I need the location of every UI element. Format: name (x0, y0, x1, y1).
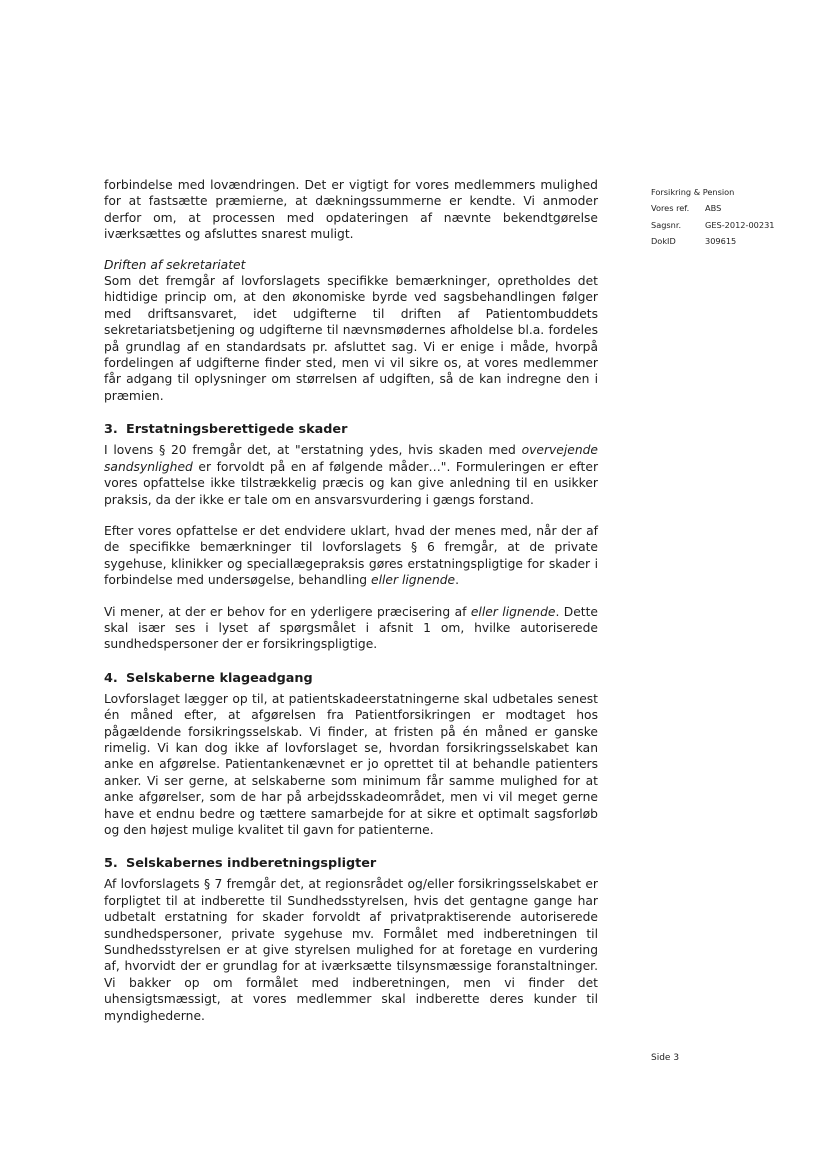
text-run: Vi mener, at der er behov for en yderligere præcisering af (104, 604, 471, 619)
section-title: Erstatningsberettigede skader (126, 422, 348, 438)
section-3-paragraph-2 (104, 523, 598, 589)
sekretariat-paragraph: Som det fremgår af lovforslagets specifikke bemærkninger, opretholdes det hidtidige princip om, at den økonomiske byrde ved sagsbehandlingen følger med driftsansvaret, idet udgifterne til driften af Patientombuddets sekretariatsbetjening og udgifterne til nævnsmødernes afholdelse bl.a. fordeles på grundlag af en standardsats pr. afsluttet sag. Vi er enige i måde, hvorpå fordelingen af udgifterne finder sted, men vi vil sikre os, at vores medlemmer får adgang til oplysninger om størrelsen af udgiften, så de kan indregne den i præmien. (104, 274, 598, 403)
meta-label: Sagsnr. (651, 219, 682, 230)
meta-row-docid (651, 233, 801, 249)
subheading-sekretariat: Driften af sekretariatet (104, 257, 246, 272)
section-5-heading (104, 856, 598, 872)
meta-value: ABS (705, 203, 722, 214)
text-run: I lovens § 20 fremgår det, at "erstatning ydes, hvis skaden med (104, 443, 522, 458)
emphasis: eller lignende (470, 604, 556, 619)
meta-value: 309615 (705, 236, 737, 247)
intro-paragraph: forbindelse med lovændringen. Det er vigtigt for vores medlemmers mulighed for at fastsætte præmierne, at dækningssummerne er kendte. Vi anmoder derfor om, at processen med opdateringen af nævnte bekendtgørelse iværksættes og afsluttes snarest muligt. (104, 178, 598, 242)
section-3-heading (104, 422, 598, 438)
section-number: 5. (104, 856, 118, 872)
section-4-paragraph: Lovforslaget lægger op til, at patientskadeerstatningerne skal udbetales senest én måned efter, at afgørelsen fra Patientforsikringen er modtaget hos pågældende forsikringsselskab. Vi finder, at fristen på én måned er ganske rimelig. Vi kan dog ikke af lovforslaget se, hvordan forsikringsselskabet kan anke en afgørelse. Patientankenævnet er jo oprettet til at behandle patienters anker. Vi ser gerne, at selskaberne som minimum får samme mulighed for at anke afgørelser, som de har på arbejdsskadeområdet, men vi vil meget gerne have et endnu bedre og tættere samarbejde for at sikre et optimalt sagsforløb og den højest mulige kvalitet til gavn for patienterne. (104, 691, 598, 837)
section-3-paragraph-3 (104, 604, 598, 653)
section-number: 4. (104, 670, 118, 686)
section-4-heading (104, 671, 598, 687)
text-run: er forvoldt på en af følgende måder…". Formuleringen er efter vores opfattelse ikke tilstrækkelig præcis og kan give anledning til en usikker praksis, da der ikke er tale om en ansvarsvurdering i gængs forstand. (104, 459, 598, 507)
section-5-paragraph: Af lovforslagets § 7 fremgår det, at regionsrådet og/eller forsikringsselskabet er forpligtet til at indberette til Sundhedsstyrelsen, hvis det gentagne gange har udbetalt erstatning for skader forvoldt af privatpraktiserende autoriserede sundhedspersoner, private sygehuse mv. Formålet med indberetningen til Sundhedsstyrelsen er at give styrelsen mulighed for at foretage en vurdering af, hvorvidt der er grundlag for at iværksætte tilsynsmæssige foranstaltninger. Vi bakker op om formålet med indberetningen, men vi finder det uhensigtsmæssigt, at vores medlemmer skal indberette deres kunder til myndighederne. (104, 877, 598, 1023)
meta-value: GES-2012-00231 (705, 219, 775, 230)
meta-row-case (651, 217, 801, 233)
emphasis: overvejende sandsynlighed (104, 443, 598, 474)
text-run: Efter vores opfattelse er det endvidere uklart, hvad der menes med, når der af de specifikke bemærkninger til lovforslagets § 6 fremgår, at de private sygehuse, klinikker og speciallægepraksis gøres erstatningspligtige for skader i forbindelse med undersøgelse, behandling (104, 523, 598, 588)
emphasis: eller lignende (371, 573, 456, 588)
section-title: Selskabernes indberetningspligter (126, 856, 377, 872)
page-number: Side 3 (651, 1053, 680, 1063)
section-3-paragraph-1 (104, 442, 598, 508)
text-run: . Dette skal især ses i lyset af spørgsmålet i afsnit 1 om, hvilke autoriserede sundhedspersoner der er forsikringspligtige. (104, 604, 598, 652)
organization-name: Forsikring & Pension (651, 187, 735, 197)
meta-label: Vores ref. (651, 203, 690, 214)
text-run: . (455, 573, 460, 588)
section-number: 3. (104, 422, 118, 438)
document-metadata (651, 184, 801, 250)
meta-label: DokID (651, 236, 676, 247)
meta-row-ref (651, 200, 801, 216)
section-title: Selskaberne klageadgang (126, 670, 313, 686)
document-body (104, 177, 598, 1024)
